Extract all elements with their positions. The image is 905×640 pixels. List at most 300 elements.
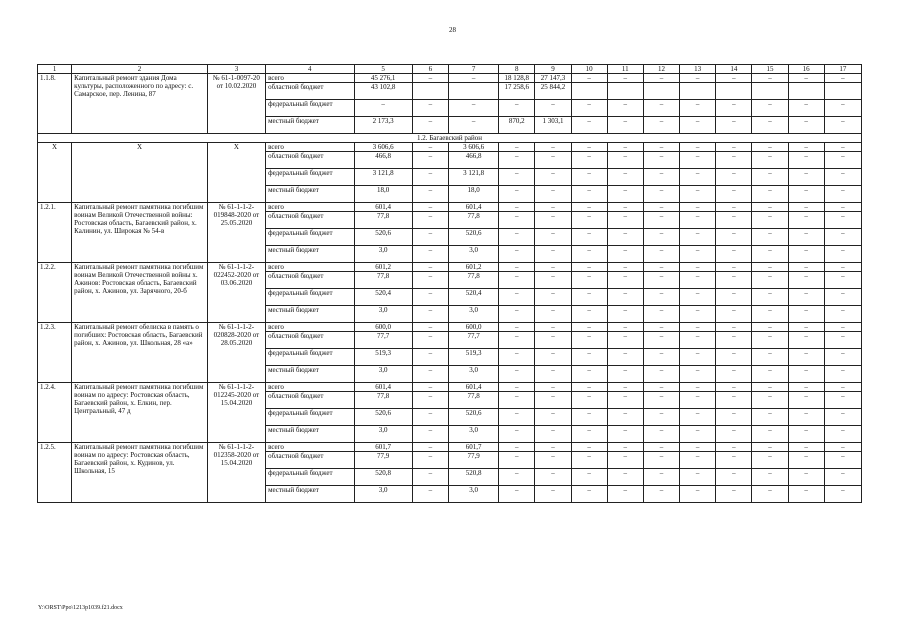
value-col6: – (412, 117, 448, 134)
value-col11: – (607, 169, 643, 186)
value-col12: – (643, 246, 679, 263)
value-col7: – (448, 117, 498, 134)
value-col13: – (680, 212, 716, 229)
value-col13 (680, 83, 716, 100)
value-col17: – (824, 383, 861, 392)
value-total: 601,4 (354, 383, 412, 392)
object-description: Х (72, 143, 208, 203)
value-col8: – (499, 246, 535, 263)
value-col10: – (571, 100, 607, 117)
value-col11: – (607, 332, 643, 349)
value-col15: – (752, 306, 788, 323)
value-col13: – (680, 452, 716, 469)
value-col15: – (752, 323, 788, 332)
value-col14: – (716, 117, 752, 134)
value-total: 520,8 (354, 469, 412, 486)
value-col13: – (680, 409, 716, 426)
value-col13: – (680, 332, 716, 349)
funding-source: областной бюджет (266, 152, 354, 169)
value-col9: – (535, 186, 571, 203)
value-col15: – (752, 383, 788, 392)
header-row (38, 65, 862, 74)
value-col14: – (716, 152, 752, 169)
value-total: – (354, 100, 412, 117)
value-col13: – (680, 349, 716, 366)
value-col10: – (571, 469, 607, 486)
value-col8: – (499, 186, 535, 203)
value-col12: – (643, 263, 679, 272)
value-col9: – (535, 392, 571, 409)
value-col12: – (643, 486, 679, 503)
column-number: 17 (824, 65, 861, 74)
value-col7: 3,0 (448, 426, 498, 443)
value-col14: – (716, 392, 752, 409)
value-col6: – (412, 246, 448, 263)
value-col17: – (824, 486, 861, 503)
funding-source: федеральный бюджет (266, 169, 354, 186)
value-col16: – (788, 469, 824, 486)
value-col11: – (607, 383, 643, 392)
value-col12: – (643, 117, 679, 134)
value-col6 (412, 83, 448, 100)
value-col9: – (535, 152, 571, 169)
value-col12: – (643, 100, 679, 117)
funding-source: областной бюджет (266, 83, 354, 100)
document-number: № 61-1-0097-20 от 10.02.2020 (207, 74, 265, 134)
value-col15: – (752, 169, 788, 186)
value-col6: – (412, 272, 448, 289)
value-col9: – (535, 272, 571, 289)
value-col12: – (643, 366, 679, 383)
value-col8: – (499, 383, 535, 392)
value-col16: – (788, 452, 824, 469)
object-description: Капитальный ремонт памятника погибшим воинам Великой Отечественной войны: Ростовская область, Багаевский район, х. Калинин, ул. Широкая № 54-в (72, 203, 208, 263)
value-col13: – (680, 272, 716, 289)
value-col10: – (571, 74, 607, 83)
value-col12: – (643, 186, 679, 203)
object-description: Капитальный ремонт памятника погибшим воинам по адресу: Ростовская область, Багаевский район, х. Кудинов, ул. Школьная, 15 (72, 443, 208, 503)
value-col8: – (499, 366, 535, 383)
value-col13: – (680, 246, 716, 263)
value-col6: – (412, 383, 448, 392)
value-col15: – (752, 246, 788, 263)
funding-source: местный бюджет (266, 117, 354, 134)
value-total: 45 276,1 (354, 74, 412, 83)
value-total: 601,7 (354, 443, 412, 452)
value-col12: – (643, 392, 679, 409)
value-col7: 77,8 (448, 212, 498, 229)
value-col9: – (535, 229, 571, 246)
value-col17: – (824, 212, 861, 229)
file-path: Y:\ORST\Ppo\1213p1039.f21.docx (38, 605, 123, 611)
object-description: Капитальный ремонт здания Дома культуры, расположенного по адресу: с. Самарское, пер. Ленина, 87 (72, 74, 208, 134)
value-col11: – (607, 212, 643, 229)
value-col14: – (716, 100, 752, 117)
value-col16: – (788, 323, 824, 332)
value-col10: – (571, 212, 607, 229)
value-col10: – (571, 203, 607, 212)
value-col13: – (680, 263, 716, 272)
value-col16: – (788, 74, 824, 83)
value-total: 77,8 (354, 212, 412, 229)
value-col15: – (752, 469, 788, 486)
column-number: 7 (448, 65, 498, 74)
value-col15: – (752, 272, 788, 289)
section-title: 1.2. Багаевский район (38, 134, 862, 143)
funding-source: местный бюджет (266, 426, 354, 443)
value-col7: 3,0 (448, 486, 498, 503)
value-col7: 18,0 (448, 186, 498, 203)
column-number: 3 (207, 65, 265, 74)
value-col10: – (571, 306, 607, 323)
value-col9: – (535, 289, 571, 306)
value-col6: – (412, 392, 448, 409)
funding-source: местный бюджет (266, 186, 354, 203)
value-col9: – (535, 349, 571, 366)
value-col8: 18 128,8 (499, 74, 535, 83)
value-col13: – (680, 203, 716, 212)
value-col12: – (643, 229, 679, 246)
value-col15: – (752, 74, 788, 83)
funding-source: федеральный бюджет (266, 409, 354, 426)
value-col14: – (716, 74, 752, 83)
value-col15: – (752, 366, 788, 383)
value-col13: – (680, 486, 716, 503)
value-col6: – (412, 486, 448, 503)
value-col13: – (680, 392, 716, 409)
value-col6: – (412, 409, 448, 426)
value-col11: – (607, 263, 643, 272)
value-col17: – (824, 323, 861, 332)
document-number: № 61-1-1-2-020828-2020 от 28.05.2020 (207, 323, 265, 383)
value-col17: – (824, 469, 861, 486)
value-col17: – (824, 426, 861, 443)
value-col10: – (571, 349, 607, 366)
funding-source: федеральный бюджет (266, 289, 354, 306)
value-col13: – (680, 426, 716, 443)
value-col7: 77,8 (448, 392, 498, 409)
value-col10: – (571, 143, 607, 152)
value-col6: – (412, 100, 448, 117)
value-col12: – (643, 74, 679, 83)
value-col9: – (535, 143, 571, 152)
value-col11: – (607, 143, 643, 152)
value-col9: – (535, 323, 571, 332)
value-col15 (752, 83, 788, 100)
value-col12: – (643, 143, 679, 152)
value-col11: – (607, 409, 643, 426)
value-col14: – (716, 246, 752, 263)
value-col8: – (499, 169, 535, 186)
value-col12: – (643, 383, 679, 392)
value-col17: – (824, 289, 861, 306)
value-col13: – (680, 323, 716, 332)
value-total: 3,0 (354, 486, 412, 503)
value-col15: – (752, 152, 788, 169)
value-total: 3,0 (354, 426, 412, 443)
value-col8: – (499, 272, 535, 289)
value-col10: – (571, 152, 607, 169)
value-col15: – (752, 289, 788, 306)
value-total: 520,6 (354, 229, 412, 246)
value-col17 (824, 83, 861, 100)
value-col16: – (788, 486, 824, 503)
value-col14 (716, 83, 752, 100)
value-col13: – (680, 186, 716, 203)
value-col10: – (571, 392, 607, 409)
value-col16: – (788, 169, 824, 186)
value-col14: – (716, 426, 752, 443)
column-number: 6 (412, 65, 448, 74)
value-total: 601,2 (354, 263, 412, 272)
value-col15: – (752, 409, 788, 426)
value-col17: – (824, 263, 861, 272)
value-col15: – (752, 486, 788, 503)
value-col15: – (752, 203, 788, 212)
value-col12: – (643, 212, 679, 229)
funding-source: федеральный бюджет (266, 349, 354, 366)
table-row (38, 323, 862, 332)
table-row (38, 203, 862, 212)
value-col16: – (788, 306, 824, 323)
value-col8: – (499, 323, 535, 332)
value-col8: – (499, 332, 535, 349)
value-col17: – (824, 272, 861, 289)
value-col6: – (412, 349, 448, 366)
value-col15: – (752, 426, 788, 443)
value-col8: – (499, 143, 535, 152)
value-col14: – (716, 443, 752, 452)
value-col14: – (716, 289, 752, 306)
value-col16: – (788, 383, 824, 392)
value-col7: 520,6 (448, 409, 498, 426)
value-col7: 601,2 (448, 263, 498, 272)
funding-source: всего (266, 323, 354, 332)
value-col14: – (716, 383, 752, 392)
value-col14: – (716, 143, 752, 152)
funding-source: всего (266, 263, 354, 272)
table-row (38, 263, 862, 272)
value-col8: 17 258,6 (499, 83, 535, 100)
value-col7: 520,6 (448, 229, 498, 246)
funding-source: местный бюджет (266, 486, 354, 503)
value-col12: – (643, 306, 679, 323)
value-col10: – (571, 263, 607, 272)
value-col14: – (716, 186, 752, 203)
value-col9: – (535, 100, 571, 117)
value-col16: – (788, 143, 824, 152)
value-col6: – (412, 203, 448, 212)
value-col17: – (824, 143, 861, 152)
value-col12: – (643, 443, 679, 452)
value-col8: – (499, 426, 535, 443)
value-col7: 601,4 (448, 383, 498, 392)
value-total: 77,9 (354, 452, 412, 469)
value-col14: – (716, 452, 752, 469)
value-col12: – (643, 289, 679, 306)
item-number: 1.2.1. (38, 203, 72, 263)
table-row (38, 443, 862, 452)
value-col8: – (499, 152, 535, 169)
value-col8: – (499, 486, 535, 503)
value-col16: – (788, 212, 824, 229)
budget-table (37, 64, 862, 503)
value-col6: – (412, 426, 448, 443)
value-col13: – (680, 143, 716, 152)
value-col17: – (824, 74, 861, 83)
item-number: 1.1.8. (38, 74, 72, 134)
value-col12: – (643, 452, 679, 469)
column-number: 16 (788, 65, 824, 74)
value-col11: – (607, 203, 643, 212)
value-col8: – (499, 443, 535, 452)
column-number: 4 (266, 65, 354, 74)
value-col9: 27 147,3 (535, 74, 571, 83)
value-col9: – (535, 469, 571, 486)
value-col13: – (680, 289, 716, 306)
column-number: 10 (571, 65, 607, 74)
value-col11: – (607, 426, 643, 443)
value-col9: – (535, 409, 571, 426)
value-col15: – (752, 349, 788, 366)
value-col16: – (788, 366, 824, 383)
value-col17: – (824, 452, 861, 469)
funding-source: областной бюджет (266, 332, 354, 349)
value-col13: – (680, 229, 716, 246)
value-col7: 77,9 (448, 452, 498, 469)
value-col16: – (788, 272, 824, 289)
value-total: 18,0 (354, 186, 412, 203)
item-number: 1.2.4. (38, 383, 72, 443)
value-col13: – (680, 152, 716, 169)
value-col12: – (643, 152, 679, 169)
value-col17: – (824, 332, 861, 349)
column-number: 1 (38, 65, 72, 74)
value-col9: – (535, 426, 571, 443)
column-number: 13 (680, 65, 716, 74)
value-col12 (643, 83, 679, 100)
value-col16: – (788, 289, 824, 306)
value-col14: – (716, 349, 752, 366)
value-col17: – (824, 169, 861, 186)
value-col11: – (607, 186, 643, 203)
value-col17: – (824, 229, 861, 246)
value-col17: – (824, 409, 861, 426)
value-col11 (607, 83, 643, 100)
value-col12: – (643, 203, 679, 212)
value-col10 (571, 83, 607, 100)
value-col8: – (499, 452, 535, 469)
value-col7: 3 606,6 (448, 143, 498, 152)
value-col8: – (499, 203, 535, 212)
value-col14: – (716, 272, 752, 289)
funding-source: областной бюджет (266, 212, 354, 229)
value-col16 (788, 83, 824, 100)
value-col10: – (571, 443, 607, 452)
value-col13: – (680, 117, 716, 134)
value-col15: – (752, 100, 788, 117)
value-col8: – (499, 349, 535, 366)
value-col14: – (716, 469, 752, 486)
value-col7: – (448, 100, 498, 117)
value-col10: – (571, 366, 607, 383)
value-col9: – (535, 443, 571, 452)
value-col6: – (412, 212, 448, 229)
column-number: 5 (354, 65, 412, 74)
value-col9: 25 844,2 (535, 83, 571, 100)
value-col8: 870,2 (499, 117, 535, 134)
value-col10: – (571, 409, 607, 426)
value-col6: – (412, 469, 448, 486)
value-col11: – (607, 306, 643, 323)
item-number: 1.2.2. (38, 263, 72, 323)
funding-source: областной бюджет (266, 272, 354, 289)
value-col10: – (571, 332, 607, 349)
value-col14: – (716, 306, 752, 323)
funding-source: всего (266, 443, 354, 452)
value-col15: – (752, 332, 788, 349)
value-col7: 77,8 (448, 272, 498, 289)
funding-source: федеральный бюджет (266, 100, 354, 117)
value-col9: – (535, 246, 571, 263)
value-col17: – (824, 366, 861, 383)
value-col16: – (788, 117, 824, 134)
funding-source: областной бюджет (266, 452, 354, 469)
value-total: 3,0 (354, 366, 412, 383)
value-col8: – (499, 263, 535, 272)
value-col17: – (824, 152, 861, 169)
item-number: Х (38, 143, 72, 203)
value-col9: – (535, 366, 571, 383)
value-col15: – (752, 229, 788, 246)
value-col7: 77,7 (448, 332, 498, 349)
value-col10: – (571, 169, 607, 186)
value-total: 466,8 (354, 152, 412, 169)
funding-source: федеральный бюджет (266, 229, 354, 246)
value-col11: – (607, 452, 643, 469)
value-col17: – (824, 100, 861, 117)
value-col10: – (571, 323, 607, 332)
value-total: 77,8 (354, 272, 412, 289)
value-total: 3,0 (354, 246, 412, 263)
value-col17: – (824, 117, 861, 134)
value-col16: – (788, 100, 824, 117)
value-col6: – (412, 332, 448, 349)
funding-source: всего (266, 74, 354, 83)
value-total: 3,0 (354, 306, 412, 323)
value-col8: – (499, 100, 535, 117)
value-col8: – (499, 392, 535, 409)
value-total: 519,3 (354, 349, 412, 366)
value-col14: – (716, 212, 752, 229)
value-col16: – (788, 443, 824, 452)
value-col12: – (643, 426, 679, 443)
column-number: 11 (607, 65, 643, 74)
value-total: 601,4 (354, 203, 412, 212)
funding-source: федеральный бюджет (266, 469, 354, 486)
document-number: № 61-1-1-2-012358-2020 от 15.04.2020 (207, 443, 265, 503)
value-col17: – (824, 186, 861, 203)
value-col10: – (571, 272, 607, 289)
value-col8: – (499, 409, 535, 426)
value-col17: – (824, 246, 861, 263)
value-col16: – (788, 409, 824, 426)
value-col12: – (643, 169, 679, 186)
value-col16: – (788, 186, 824, 203)
value-col11: – (607, 443, 643, 452)
value-col6: – (412, 152, 448, 169)
item-number: 1.2.3. (38, 323, 72, 383)
